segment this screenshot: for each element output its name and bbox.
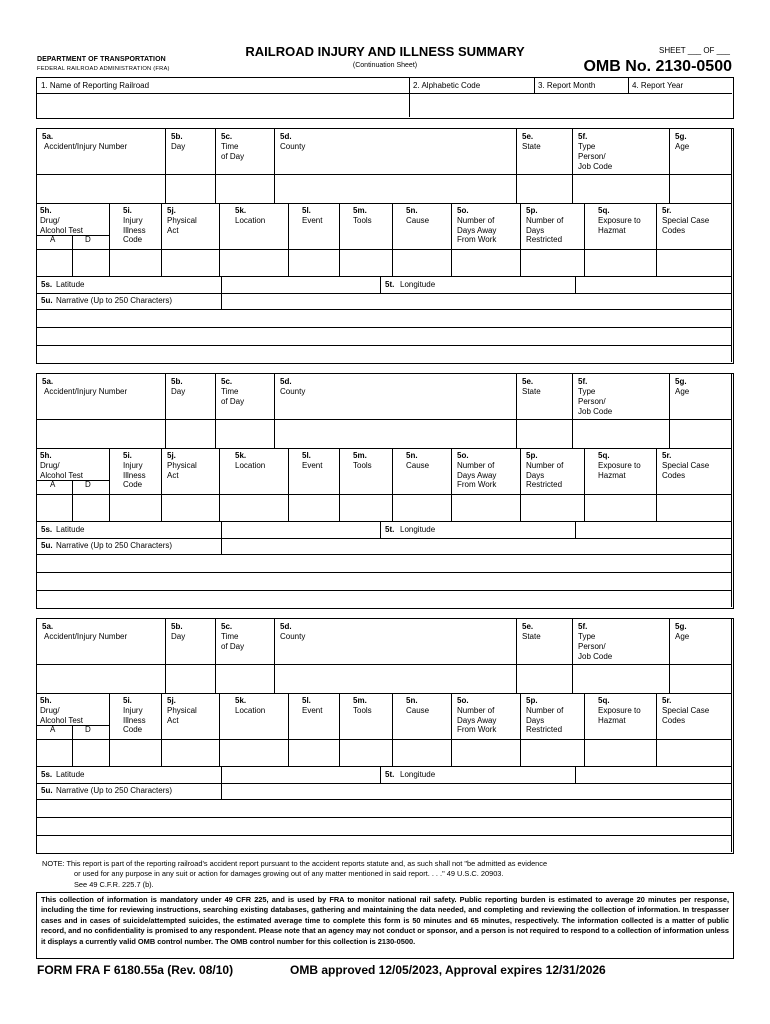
event-label: Event [302, 706, 323, 715]
physical-act-number: 5j. [167, 206, 176, 215]
form-subtitle: (Continuation Sheet) [352, 62, 418, 69]
type-person-label: Person/ [578, 152, 606, 161]
location-input[interactable] [220, 250, 289, 277]
type-person-number: 5f. [578, 377, 588, 386]
physical-act-label: Act [167, 715, 179, 725]
note-line-3: See 49 C.F.R. 225.7 (b). [74, 879, 154, 889]
cause-label: Cause [406, 461, 430, 470]
type-person-label: Job Code [578, 407, 613, 416]
alcohol-test-a-label: A [50, 725, 56, 734]
exposure-hazmat-input[interactable] [585, 495, 657, 522]
special-case-codes-label: Codes [662, 225, 686, 235]
days-away-number: 5o. [457, 696, 469, 705]
accident-number-number: 5a. [42, 132, 54, 141]
tools-input[interactable] [340, 250, 393, 277]
exposure-hazmat-number: 5q. [598, 696, 610, 705]
county-header [275, 619, 517, 665]
tools-label: Tools [353, 461, 372, 470]
narrative-input-line-2[interactable] [37, 555, 732, 573]
injury-illness-code-input[interactable] [110, 250, 162, 277]
days-restricted-input[interactable] [521, 495, 585, 522]
location-number: 5k. [235, 696, 247, 705]
administration-name: FEDERAL RAILROAD ADMINISTRATION (FRA) [37, 66, 170, 72]
department-name: DEPARTMENT OF TRANSPORTATION [37, 56, 166, 63]
time-of-day-input[interactable] [216, 665, 275, 694]
state-label: State [522, 387, 541, 396]
physical-act-label: Physical [167, 706, 197, 715]
accident-number-header [37, 129, 166, 175]
event-header [289, 694, 340, 740]
state-input[interactable] [517, 665, 573, 694]
drug-alcohol-test-label: Alcohol Test [40, 470, 83, 480]
days-away-label: Number of [457, 706, 495, 715]
location-number: 5k. [235, 451, 247, 460]
age-label: Age [675, 632, 690, 641]
physical-act-label: Act [167, 225, 179, 235]
alcohol-test-d-label: D [85, 725, 91, 734]
narrative-input-line-1[interactable] [222, 539, 732, 555]
event-number: 5l. [302, 206, 311, 215]
accident-number-header [37, 374, 166, 420]
latitude-label: Latitude [56, 770, 85, 779]
cause-number: 5n. [406, 451, 418, 460]
type-person-label: Type [578, 142, 596, 151]
cause-input[interactable] [393, 495, 452, 522]
type-person-label: Person/ [578, 397, 606, 406]
days-restricted-label: Number of [526, 216, 564, 225]
exposure-hazmat-label: Hazmat [598, 225, 626, 235]
state-number: 5e. [522, 622, 534, 631]
days-restricted-input[interactable] [521, 740, 585, 767]
days-restricted-label: Restricted [526, 725, 563, 734]
tools-input[interactable] [340, 740, 393, 767]
alcohol-test-d-label: D [85, 235, 91, 244]
railroad-info-box [36, 77, 734, 119]
day-label: Day [171, 387, 186, 396]
special-case-codes-number: 5r. [662, 696, 672, 705]
event-input[interactable] [289, 495, 340, 522]
time-of-day-label: of Day [221, 152, 245, 161]
age-number: 5g. [675, 377, 687, 386]
tools-label: Tools [353, 216, 372, 225]
days-away-number: 5o. [457, 451, 469, 460]
field-2-label: 2. Alphabetic Code [413, 81, 481, 90]
day-number: 5b. [171, 377, 183, 386]
longitude-number: 5t. [385, 525, 395, 534]
day-input[interactable] [166, 665, 216, 694]
narrative-label: Narrative (Up to 250 Characters) [56, 296, 173, 305]
time-of-day-number: 5c. [221, 132, 233, 141]
days-restricted-number: 5p. [526, 451, 538, 460]
special-case-codes-input[interactable] [657, 740, 732, 767]
drug-alcohol-test-input[interactable] [37, 250, 110, 277]
omb-approval: OMB approved 12/05/2023, Approval expires 12/31/2026 [290, 963, 606, 977]
latitude-number: 5s. [41, 525, 53, 534]
time-of-day-label: Time [221, 142, 239, 151]
narrative-number: 5u. [41, 541, 53, 550]
drug-alcohol-test-label: Drug/ [40, 216, 60, 225]
location-header [220, 694, 289, 740]
county-input[interactable] [275, 665, 517, 694]
omb-number: OMB No. 2130-0500 [583, 58, 732, 75]
type-person-input[interactable] [573, 175, 670, 204]
physical-act-label: Physical [167, 216, 197, 225]
alphabetic-code-input[interactable] [410, 94, 732, 117]
field-3-label: 3. Report Month [538, 81, 596, 90]
injury-record-2 [36, 373, 734, 609]
type-person-label: Type [578, 387, 596, 396]
location-header [220, 204, 289, 250]
special-case-codes-number: 5r. [662, 451, 672, 460]
type-person-label: Job Code [578, 162, 613, 171]
days-restricted-input[interactable] [521, 250, 585, 277]
accident-number-label: Accident/Injury Number [44, 142, 128, 151]
type-person-label: Type [578, 632, 596, 641]
days-restricted-label: Number of [526, 461, 564, 470]
narrative-input-line-3[interactable] [37, 573, 732, 591]
longitude-number: 5t. [385, 770, 395, 779]
days-away-label: Number of [457, 461, 495, 470]
injury-illness-code-label: Injury [123, 461, 143, 470]
cause-input[interactable] [393, 250, 452, 277]
injury-illness-code-label: Code [123, 725, 143, 734]
physical-act-input[interactable] [162, 250, 220, 277]
narrative-input-line-1[interactable] [222, 294, 732, 310]
county-label: County [280, 632, 306, 641]
days-away-input[interactable] [452, 740, 521, 767]
days-restricted-label: Number of [526, 706, 564, 715]
drug-alcohol-test-label: Drug/ [40, 461, 60, 470]
state-label: State [522, 632, 541, 641]
latitude-input[interactable] [222, 277, 381, 294]
injury-illness-code-label: Illness [123, 225, 146, 235]
days-away-input[interactable] [452, 495, 521, 522]
state-input[interactable] [517, 175, 573, 204]
type-person-label: Job Code [578, 652, 613, 661]
injury-illness-code-label: Code [123, 480, 143, 489]
day-number: 5b. [171, 622, 183, 631]
event-label: Event [302, 216, 323, 225]
days-restricted-label: Restricted [526, 235, 563, 244]
state-input[interactable] [517, 420, 573, 449]
county-input[interactable] [275, 420, 517, 449]
longitude-label: Longitude [400, 770, 436, 779]
physical-act-number: 5j. [167, 451, 176, 460]
county-header [275, 129, 517, 175]
type-person-number: 5f. [578, 622, 588, 631]
state-label: State [522, 142, 541, 151]
injury-illness-code-label: Injury [123, 216, 143, 225]
location-input[interactable] [220, 740, 289, 767]
exposure-hazmat-label: Hazmat [598, 470, 626, 480]
drug-alcohol-test-input[interactable] [37, 495, 110, 522]
time-of-day-input[interactable] [216, 420, 275, 449]
latitude-label: Latitude [56, 280, 85, 289]
drug-alcohol-test-input[interactable] [37, 740, 110, 767]
tools-number: 5m. [353, 206, 367, 215]
age-input[interactable] [670, 175, 732, 204]
latitude-number: 5s. [41, 280, 53, 289]
note-line-2: or used for any purpose in any suit or action for damages growing out of any matter mentioned in said report. . . ." 49 U.S.C. 20903. [74, 869, 504, 879]
accident-number-label: Accident/Injury Number [44, 387, 128, 396]
drug-alcohol-test-number: 5h. [40, 206, 52, 215]
days-away-label: From Work [457, 725, 497, 734]
drug-alcohol-test-label: Alcohol Test [40, 225, 83, 235]
county-label: County [280, 142, 306, 151]
narrative-input-line-1[interactable] [222, 784, 732, 800]
longitude-input[interactable] [576, 277, 732, 294]
exposure-hazmat-input[interactable] [585, 250, 657, 277]
days-away-number: 5o. [457, 206, 469, 215]
alcohol-test-d-label: D [85, 480, 91, 489]
location-label: Location [235, 216, 266, 225]
location-header [220, 449, 289, 495]
cause-label: Cause [406, 216, 430, 225]
narrative-input-line-4[interactable] [37, 836, 732, 852]
type-person-input[interactable] [573, 420, 670, 449]
cause-header [393, 449, 452, 495]
injury-record-3 [36, 618, 734, 854]
cause-input[interactable] [393, 740, 452, 767]
longitude-label: Longitude [400, 525, 436, 534]
day-input[interactable] [166, 420, 216, 449]
type-person-number: 5f. [578, 132, 588, 141]
type-person-label: Person/ [578, 642, 606, 651]
injury-illness-code-label: Injury [123, 706, 143, 715]
exposure-hazmat-label: Exposure to [598, 461, 641, 470]
cause-header [393, 204, 452, 250]
special-case-codes-label: Codes [662, 715, 686, 725]
special-case-codes-label: Special Case [662, 461, 710, 470]
days-restricted-number: 5p. [526, 696, 538, 705]
time-of-day-input[interactable] [216, 175, 275, 204]
form-number: FORM FRA F 6180.55a (Rev. 08/10) [37, 963, 234, 977]
accident-number-label: Accident/Injury Number [44, 632, 128, 641]
cause-header [393, 694, 452, 740]
injury-record-1 [36, 128, 734, 364]
accident-number-input[interactable] [37, 175, 166, 204]
exposure-hazmat-number: 5q. [598, 206, 610, 215]
day-input[interactable] [166, 175, 216, 204]
note-line-1: NOTE: This report is part of the reporting railroad's accident report pursuant to the accident reports statute and, as such shall not "be admitted as evidence [42, 859, 548, 868]
county-header [275, 374, 517, 420]
days-away-label: Number of [457, 216, 495, 225]
sheet-number: SHEET ___ OF ___ [659, 46, 730, 55]
narrative-number: 5u. [41, 786, 53, 795]
days-away-label: From Work [457, 235, 497, 244]
special-case-codes-label: Special Case [662, 706, 710, 715]
narrative-label: Narrative (Up to 250 Characters) [56, 786, 173, 795]
age-number: 5g. [675, 132, 687, 141]
exposure-hazmat-label: Exposure to [598, 216, 641, 225]
event-header [289, 204, 340, 250]
county-number: 5d. [280, 622, 292, 631]
narrative-label: Narrative (Up to 250 Characters) [56, 541, 173, 550]
cause-label: Cause [406, 706, 430, 715]
physical-act-input[interactable] [162, 740, 220, 767]
county-label: County [280, 387, 306, 396]
physical-act-label: Physical [167, 461, 197, 470]
longitude-label: Longitude [400, 280, 436, 289]
drug-alcohol-test-label: Alcohol Test [40, 715, 83, 725]
day-number: 5b. [171, 132, 183, 141]
accident-number-input[interactable] [37, 665, 166, 694]
day-label: Day [171, 142, 186, 151]
injury-illness-code-label: Illness [123, 470, 146, 480]
days-restricted-label: Days [526, 715, 545, 725]
days-restricted-label: Days [526, 470, 545, 480]
state-number: 5e. [522, 132, 534, 141]
time-of-day-number: 5c. [221, 377, 233, 386]
injury-illness-code-number: 5i. [123, 451, 132, 460]
cause-number: 5n. [406, 696, 418, 705]
age-input[interactable] [670, 665, 732, 694]
injury-illness-code-label: Illness [123, 715, 146, 725]
longitude-number: 5t. [385, 280, 395, 289]
accident-number-input[interactable] [37, 420, 166, 449]
injury-illness-code-number: 5i. [123, 206, 132, 215]
age-label: Age [675, 387, 690, 396]
days-away-input[interactable] [452, 250, 521, 277]
drug-alcohol-test-number: 5h. [40, 451, 52, 460]
accident-number-number: 5a. [42, 622, 54, 631]
location-number: 5k. [235, 206, 247, 215]
days-restricted-label: Days [526, 225, 545, 235]
days-away-label: Days Away [457, 470, 497, 480]
latitude-input[interactable] [222, 522, 381, 539]
time-of-day-number: 5c. [221, 622, 233, 631]
type-person-input[interactable] [573, 665, 670, 694]
days-away-label: Days Away [457, 715, 497, 725]
location-label: Location [235, 706, 266, 715]
special-case-codes-input[interactable] [657, 250, 732, 277]
tools-number: 5m. [353, 451, 367, 460]
physical-act-label: Act [167, 470, 179, 480]
tools-number: 5m. [353, 696, 367, 705]
event-input[interactable] [289, 740, 340, 767]
days-restricted-number: 5p. [526, 206, 538, 215]
time-of-day-label: of Day [221, 642, 245, 651]
latitude-number: 5s. [41, 770, 53, 779]
exposure-hazmat-label: Hazmat [598, 715, 626, 725]
location-label: Location [235, 461, 266, 470]
narrative-input-line-4[interactable] [37, 346, 732, 362]
field-1-label: 1. Name of Reporting Railroad [41, 81, 150, 90]
drug-alcohol-test-number: 5h. [40, 696, 52, 705]
special-case-codes-input[interactable] [657, 495, 732, 522]
accident-number-number: 5a. [42, 377, 54, 386]
time-of-day-label: of Day [221, 397, 245, 406]
event-number: 5l. [302, 696, 311, 705]
form-title: RAILROAD INJURY AND ILLNESS SUMMARY [245, 44, 525, 59]
county-number: 5d. [280, 132, 292, 141]
narrative-input-line-4[interactable] [37, 591, 732, 607]
accident-number-header [37, 619, 166, 665]
special-case-codes-label: Codes [662, 470, 686, 480]
state-number: 5e. [522, 377, 534, 386]
railroad-name-input[interactable] [37, 94, 409, 117]
tools-input[interactable] [340, 495, 393, 522]
time-of-day-label: Time [221, 632, 239, 641]
special-case-codes-label: Special Case [662, 216, 710, 225]
injury-illness-code-label: Code [123, 235, 143, 244]
injury-illness-code-input[interactable] [110, 740, 162, 767]
exposure-hazmat-label: Exposure to [598, 706, 641, 715]
special-case-codes-number: 5r. [662, 206, 672, 215]
latitude-input[interactable] [222, 767, 381, 784]
physical-act-number: 5j. [167, 696, 176, 705]
narrative-input-line-2[interactable] [37, 310, 732, 328]
injury-illness-code-number: 5i. [123, 696, 132, 705]
drug-alcohol-test-label: Drug/ [40, 706, 60, 715]
days-away-label: Days Away [457, 225, 497, 235]
cause-number: 5n. [406, 206, 418, 215]
narrative-input-line-3[interactable] [37, 328, 732, 346]
age-input[interactable] [670, 420, 732, 449]
field-4-label: 4. Report Year [632, 81, 684, 90]
exposure-hazmat-number: 5q. [598, 451, 610, 460]
burden-statement: This collection of information is mandatory under 49 CFR 225, and is used by FRA to monitor national rail safety. Public reporting burden is estimated to average 20 minutes per response, including the time for reviewing instructions, searching existing databases, gathering and maintaining the data needed, and completing and reviewing the collection of information. In trespasser cases and in cases of suicide/attempted suicides, the estimated average time to complete this form is 50 minutes and 65 minutes, respectively. The information collected is a matter of public record, and no confidentiality is promised to any respondent. Please note that an agency may not conduct or sponsor, and a person is not required to respond to a collection of information unless it displays a currently valid OMB control number. The OMB control number for this collection is 2130-0500. [41, 895, 729, 946]
days-away-label: From Work [457, 480, 497, 489]
days-restricted-label: Restricted [526, 480, 563, 489]
longitude-input[interactable] [576, 767, 732, 784]
age-number: 5g. [675, 622, 687, 631]
location-input[interactable] [220, 495, 289, 522]
injury-illness-code-input[interactable] [110, 495, 162, 522]
exposure-hazmat-input[interactable] [585, 740, 657, 767]
legal-note [42, 859, 732, 890]
age-label: Age [675, 142, 690, 151]
narrative-number: 5u. [41, 296, 53, 305]
event-header [289, 449, 340, 495]
time-of-day-label: Time [221, 387, 239, 396]
day-label: Day [171, 632, 186, 641]
event-number: 5l. [302, 451, 311, 460]
longitude-input[interactable] [576, 522, 732, 539]
narrative-input-line-3[interactable] [37, 818, 732, 836]
county-number: 5d. [280, 377, 292, 386]
narrative-input-line-2[interactable] [37, 800, 732, 818]
event-input[interactable] [289, 250, 340, 277]
physical-act-input[interactable] [162, 495, 220, 522]
county-input[interactable] [275, 175, 517, 204]
alcohol-test-a-label: A [50, 480, 56, 489]
tools-label: Tools [353, 706, 372, 715]
alcohol-test-a-label: A [50, 235, 56, 244]
latitude-label: Latitude [56, 525, 85, 534]
event-label: Event [302, 461, 323, 470]
